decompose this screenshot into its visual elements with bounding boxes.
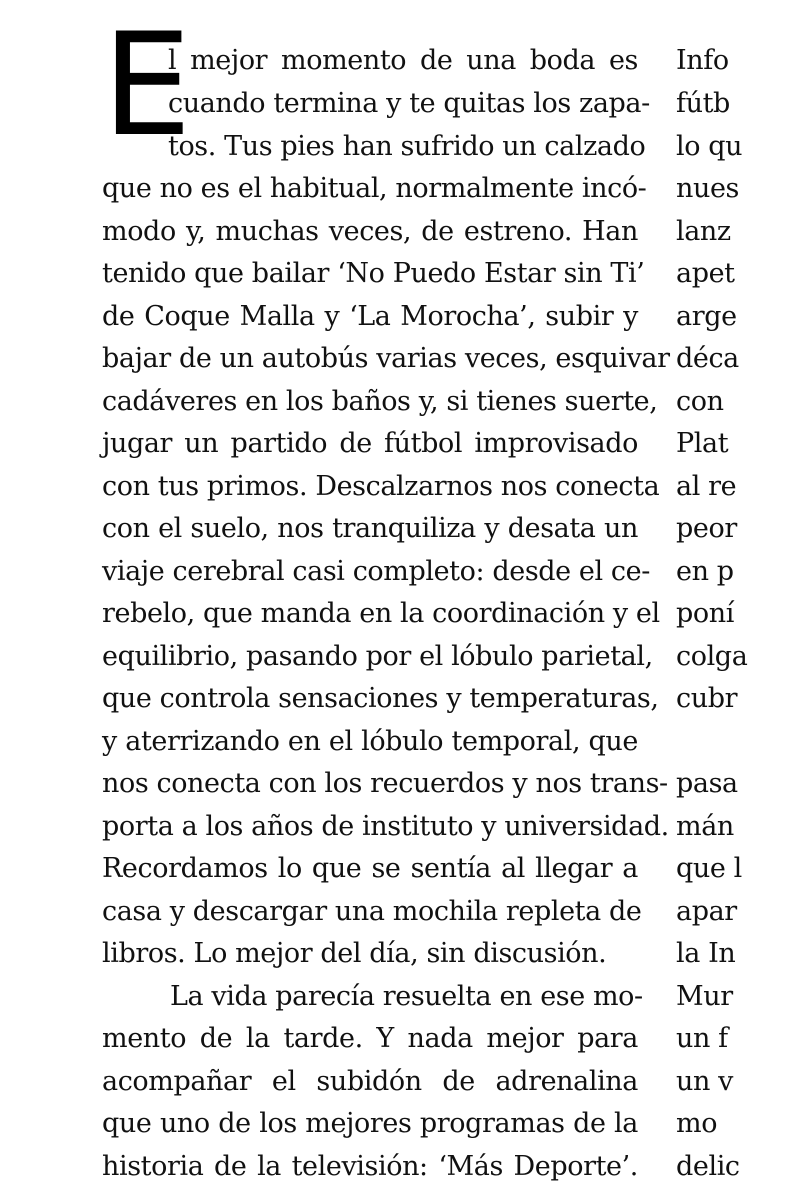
text-line: mo [676, 1108, 718, 1139]
text-line: con tus primos. Descalzarnos nos conecta [102, 471, 660, 502]
text-line: pasa [676, 768, 738, 799]
text-line: casa y descargar una mochila repleta de [102, 896, 642, 927]
text-line: Plat [676, 428, 729, 459]
text-line: acompañar el subidón de adrenalina [102, 1066, 638, 1097]
drop-cap: E [102, 3, 190, 168]
text-line: cadáveres en los baños y, si tienes suerte, [102, 386, 658, 417]
text-line: porta a los años de instituto y universidad. [102, 811, 669, 842]
text-line: que no es el habitual, normalmente incó- [102, 173, 647, 204]
text-line: colga [676, 641, 748, 672]
text-line: Recordamos lo que se sentía al llegar a [102, 853, 638, 884]
text-line: apar [676, 896, 737, 927]
text-line: cubr [676, 683, 738, 714]
text-line: delic [676, 1151, 740, 1182]
text-line: en p [676, 556, 734, 587]
text-line: nues [676, 173, 740, 204]
text-line: lanz [676, 216, 731, 247]
text-line: libros. Lo mejor del día, sin discusión. [102, 938, 607, 969]
text-line: historia de la televisión: ‘Más Deporte’. [102, 1151, 638, 1182]
text-line: y aterrizando en el lóbulo temporal, que [102, 726, 638, 757]
text-line: poní [676, 598, 734, 629]
text-line: jugar un partido de fútbol improvisado [102, 428, 638, 459]
text-line: tos. Tus pies han sufrido un calzado [168, 131, 646, 162]
text-line: modo y, muchas veces, de estreno. Han [102, 216, 638, 247]
text-line: viaje cerebral casi completo: desde el ce- [102, 556, 650, 587]
text-line: la In [676, 938, 736, 969]
text-line: rebelo, que manda en la coordinación y el [102, 598, 660, 629]
text-line: con [676, 386, 724, 417]
text-line: lo qu [676, 131, 743, 162]
text-line: que controla sensaciones y temperaturas, [102, 683, 659, 714]
text-line: apet [676, 258, 735, 289]
text-line: fútb [676, 88, 730, 119]
text-line: cuando termina y te quitas los zapa- [168, 88, 650, 119]
text-line: La vida parecía resuelta en ese mo- [170, 981, 643, 1012]
text-line: que uno de los mejores programas de la [102, 1108, 638, 1139]
text-line: nos conecta con los recuerdos y nos trans- [102, 768, 668, 799]
text-line: un f [676, 1023, 728, 1054]
text-line: un v [676, 1066, 734, 1097]
text-line: de Coque Malla y ‘La Morocha’, subir y [102, 301, 638, 332]
text-line: l mejor momento de una boda es [168, 45, 638, 76]
text-line: bajar de un autobús varias veces, esquivar [102, 343, 670, 374]
text-line: equilibrio, pasando por el lóbulo parietal, [102, 641, 653, 672]
text-line: mento de la tarde. Y nada mejor para [102, 1023, 638, 1054]
text-line: que l [676, 853, 742, 884]
text-line: Info [676, 45, 729, 76]
text-line: peor [676, 513, 737, 544]
text-line: arge [676, 301, 737, 332]
text-line: mán [676, 811, 734, 842]
text-line: Mur [676, 981, 733, 1012]
text-line: tenido que bailar ‘No Puedo Estar sin Ti’ [102, 258, 645, 289]
text-line: déca [676, 343, 739, 374]
text-line: con el suelo, nos tranquiliza y desata un [102, 513, 638, 544]
text-line: al re [676, 471, 737, 502]
